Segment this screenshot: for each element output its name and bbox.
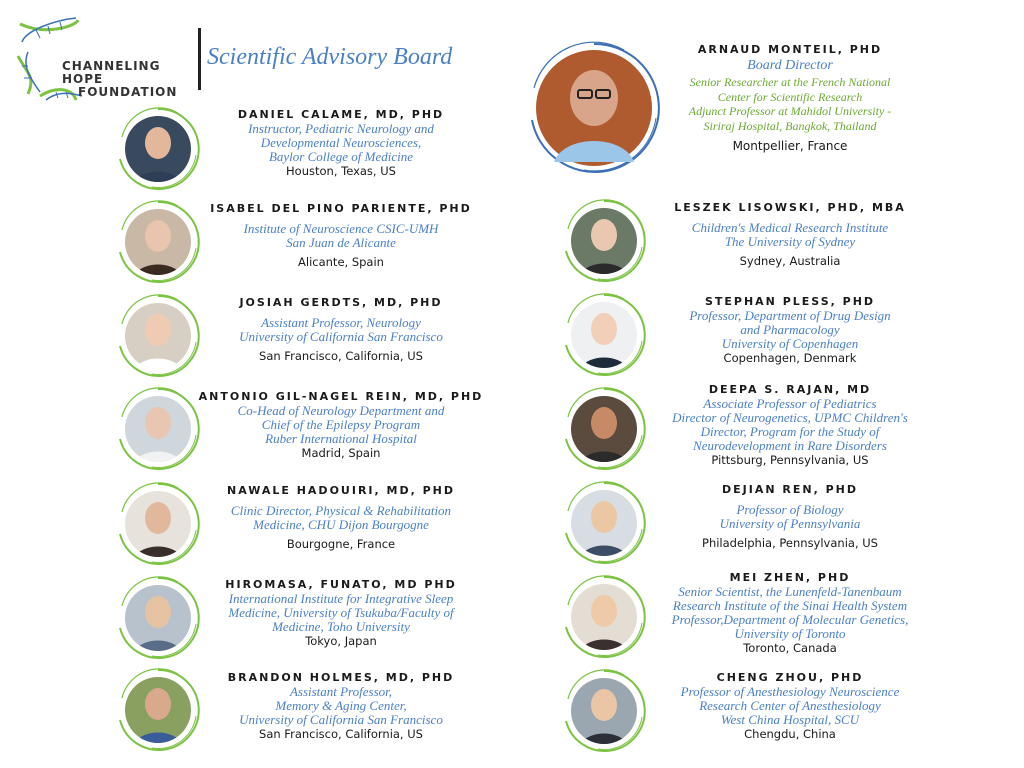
member-affiliation: San Juan de Alicante [286, 235, 396, 250]
member-affiliation: Research Institute of the Sinai Health System [672, 598, 908, 613]
member-location: Copenhagen, Denmark [723, 351, 857, 365]
member-location: Pittsburg, Pennsylvania, US [711, 453, 869, 467]
member-affiliation: Children's Medical Research Institute [691, 220, 889, 235]
member-name: DANIEL CALAME, MD, PHD [237, 108, 445, 121]
member-affiliation: Professor, Department of Drug Design [689, 308, 891, 323]
member-location: Chengdu, China [744, 727, 836, 741]
board-member [196, 108, 486, 178]
member-location: Madrid, Spain [301, 446, 381, 460]
member-affiliation: Professor of Biology [736, 502, 844, 517]
avatar [562, 575, 646, 659]
member-affiliation: Director of Neurogenetics, UPMC Children's [672, 410, 908, 425]
avatar [116, 482, 200, 566]
avatar [562, 199, 646, 283]
member-affiliation: Research Center of Anesthesiology [699, 698, 881, 713]
member-location: San Francisco, California, US [259, 727, 423, 741]
member-affiliation: International Institute for Integrative Sleep [228, 591, 454, 606]
member-name: NAWALE HADOUIRI, MD, PHD [226, 484, 455, 497]
avatar [116, 294, 200, 378]
member-affiliation: Assistant Professor, Neurology [261, 315, 421, 330]
member-affiliation: Neurodevelopment in Rare Disorders [693, 438, 887, 453]
member-affiliation: West China Hospital, SCU [720, 712, 860, 727]
board-member [196, 202, 486, 269]
avatar [116, 200, 200, 284]
member-location: San Francisco, California, US [259, 349, 423, 363]
member-affiliation: Baylor College of Medicine [268, 149, 414, 164]
board-member [196, 578, 486, 648]
foundation-logo [16, 16, 196, 106]
member-location: Tokyo, Japan [305, 634, 377, 648]
member-location: Houston, Texas, US [286, 164, 396, 178]
member-affiliation: Ruber International Hospital [265, 431, 417, 446]
member-affiliation: Associate Professor of Pediatrics [703, 396, 877, 411]
member-affiliation: University of Pennsylvania [719, 516, 861, 531]
page-title: Scientific Advisory Board [207, 44, 453, 70]
title-divider [198, 28, 201, 90]
board-member [196, 296, 486, 363]
member-affiliation: University of Copenhagen [721, 336, 859, 351]
avatar [116, 668, 200, 752]
member-location: Philadelphia, Pennsylvania, US [702, 536, 878, 550]
member-affiliation: Institute of Neuroscience CSIC-UMH [243, 221, 439, 236]
member-name: ISABEL DEL PINO PARIENTE, PHD [210, 202, 472, 215]
board-member [640, 483, 940, 550]
member-affiliation: and Pharmacology [740, 322, 840, 337]
avatar [562, 293, 646, 377]
member-affiliation: Professor of Anesthesiology Neuroscience [680, 684, 900, 699]
member-affiliation: University of Toronto [734, 626, 846, 641]
member-location: Alicante, Spain [298, 255, 384, 269]
member-affiliation: Professor,Department of Molecular Genetics, [671, 612, 909, 627]
avatar [562, 669, 646, 753]
member-affiliation: Assistant Professor, [289, 684, 393, 699]
member-name: CHENG ZHOU, PHD [716, 671, 864, 684]
member-name: MEI ZHEN, PHD [729, 571, 851, 584]
board-member [640, 383, 940, 467]
member-affiliation: Instructor, Pediatric Neurology and [248, 121, 434, 136]
member-affiliation: Clinic Director, Physical & Rehabilitation [230, 503, 452, 518]
member-affiliation: The University of Sydney [724, 234, 856, 249]
board-member [196, 671, 486, 741]
logo-line-1: CHANNELING HOPE [62, 59, 161, 86]
member-affiliation: University of California San Francisco [239, 712, 443, 727]
member-affiliation: Senior Researcher at the French National [689, 75, 891, 89]
featured-member [670, 43, 910, 153]
avatar [562, 481, 646, 565]
member-name: ANTONIO GIL-NAGEL REIN, MD, PHD [198, 390, 484, 403]
board-member [640, 201, 940, 268]
avatar [562, 387, 646, 471]
member-affiliation: Co-Head of Neurology Department and [237, 403, 445, 418]
avatar [116, 107, 200, 191]
board-member [640, 295, 940, 365]
member-name: ARNAUD MONTEIL, PHD [697, 43, 883, 56]
member-location: Sydney, Australia [739, 254, 841, 268]
member-affiliation: Medicine, University of Tsukuba/Faculty of [228, 605, 454, 620]
member-name: STEPHAN PLESS, PHD [704, 295, 876, 308]
member-location: Toronto, Canada [743, 641, 837, 655]
member-affiliation: Chief of the Epilepsy Program [261, 417, 421, 432]
member-affiliation: Siriraj Hospital, Bangkok, Thailand [703, 118, 877, 133]
board-member [640, 671, 940, 741]
member-name: HIROMASA, FUNATO, MD PHD [225, 578, 457, 591]
member-location: Bourgogne, France [286, 537, 396, 551]
member-role: Board Director [747, 58, 833, 73]
member-location: Montpellier, France [732, 139, 848, 153]
member-affiliation: Director, Program for the Study of [700, 424, 880, 439]
member-affiliation: Memory & Aging Center, [275, 698, 407, 713]
logo-text [62, 60, 196, 99]
member-name: DEEPA S. RAJAN, MD [708, 383, 872, 396]
member-name: JOSIAH GERDTS, MD, PHD [239, 296, 443, 309]
board-member [196, 390, 486, 460]
avatar [116, 576, 200, 660]
member-affiliation: Developmental Neurosciences, [260, 135, 422, 150]
member-name: DEJIAN REN, PHD [722, 483, 858, 496]
avatar [116, 387, 200, 471]
member-affiliation: Center for Scientific Research [717, 89, 863, 104]
member-affiliation: Senior Scientist, the Lunenfeld-Tanenbaum [678, 584, 902, 599]
logo-line-2: FOUNDATION [78, 85, 178, 99]
member-affiliation: Medicine, CHU Dijon Bourgogne [253, 517, 429, 532]
member-affiliation: Medicine, Toho University [272, 619, 410, 634]
member-name: BRANDON HOLMES, MD, PHD [227, 671, 455, 684]
member-affiliation: University of California San Francisco [239, 329, 443, 344]
member-name: LESZEK LISOWSKI, PHD, MBA [674, 201, 906, 214]
member-affiliation: Adjunct Professor at Mahidol University - [688, 104, 892, 118]
avatar [524, 38, 664, 178]
board-member [640, 571, 940, 655]
board-member [196, 484, 486, 551]
